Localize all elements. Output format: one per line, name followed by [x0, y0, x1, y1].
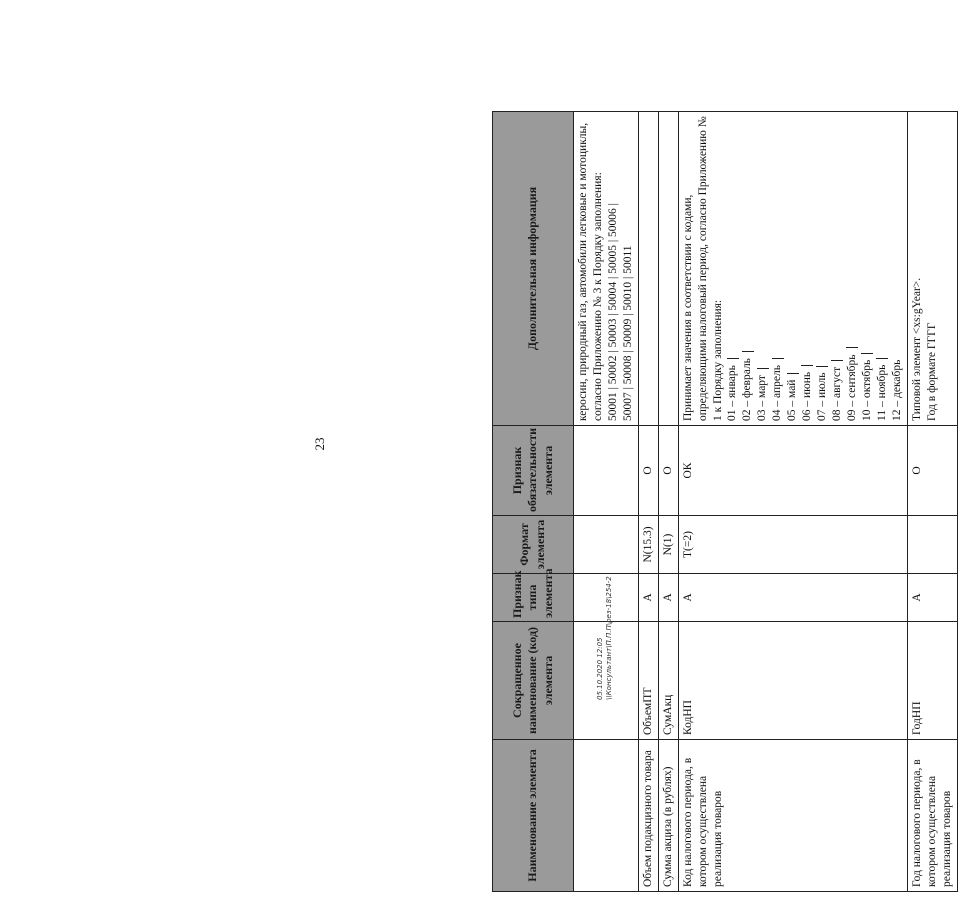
- month-code: 10 – октябрь: [860, 359, 873, 421]
- list-item: [860, 116, 875, 421]
- cell-name: Код налогового периода, в котором осуществлена реализация товаров: [678, 740, 907, 892]
- table-row: [638, 112, 658, 892]
- cell-required: ОК: [678, 426, 907, 516]
- cell-name: Сумма акциза (в рублях): [658, 740, 678, 892]
- cell-type: А: [678, 574, 907, 622]
- cell-name: Объем подакцизного товара: [638, 740, 658, 892]
- info-text: Принимает значения в соответствии с кодами, определяющими налоговый период, согласно Приложению № 1 к Порядку заполнения:: [681, 116, 724, 421]
- list-item: [830, 116, 845, 421]
- separator-bar: [876, 358, 888, 359]
- info-line: Типовой элемент <xs:gYear>.: [910, 277, 923, 421]
- month-code-list: [725, 116, 904, 421]
- list-item: [875, 116, 890, 421]
- rotated-table-container: [492, 112, 953, 892]
- separator-bar: [772, 358, 784, 359]
- cell-format: Т(=2): [678, 516, 907, 574]
- page-number: 23: [312, 437, 327, 451]
- cell-info: [638, 112, 658, 426]
- footer-path: \\Консультант\П.П.П\рез-18\254-2: [605, 576, 613, 700]
- cell-info: [678, 112, 907, 426]
- list-item: [785, 116, 800, 421]
- month-code: 05 – май: [786, 379, 799, 421]
- month-code: 09 – сентябрь: [845, 354, 858, 421]
- separator-bar: [846, 347, 858, 348]
- cell-name: Год налогового периода, в котором осуществлена реализация товаров: [907, 740, 957, 892]
- info-text: керосин, природный газ, автомобили легковые и мотоциклы, согласно Приложению № 3 к Порядку заполнения:: [577, 122, 604, 421]
- cell-code: КодНП: [678, 622, 907, 740]
- cell-type: А: [638, 574, 658, 622]
- footer-stamp: [596, 500, 626, 700]
- list-item: [725, 116, 740, 421]
- month-code: 04 – апрель: [771, 365, 784, 421]
- header-element-format: Формат элемента: [493, 516, 574, 574]
- separator-bar: [727, 358, 739, 359]
- month-code: 11 – ноябрь: [875, 364, 888, 421]
- cell-code: СумАкц: [658, 622, 678, 740]
- list-item: [890, 116, 905, 421]
- cell-required: О: [638, 426, 658, 516]
- month-code: 06 – июнь: [801, 371, 814, 421]
- cell-name: [574, 740, 639, 892]
- header-element-code: Сокращенное наименование (код) элемента: [493, 622, 574, 740]
- month-code: 02 – февраль: [741, 358, 754, 421]
- cell-required: О: [907, 426, 957, 516]
- separator-bar: [831, 360, 843, 361]
- separator-bar: [861, 353, 873, 354]
- header-element-type: Признак типа элемента: [493, 574, 574, 622]
- separator-bar: [816, 366, 828, 367]
- month-code: 12 – декабрь: [890, 359, 903, 421]
- table-header-row: [493, 112, 574, 892]
- table-row: [658, 112, 678, 892]
- list-item: [770, 116, 785, 421]
- cell-info: [658, 112, 678, 426]
- list-item: [845, 116, 860, 421]
- info-codes-line-1: 50001 | 50002 | 50003 | 50004 | 50005 | 50006 |: [606, 203, 619, 421]
- cell-type: А: [658, 574, 678, 622]
- header-element-required: Признак обязательности элемента: [493, 426, 574, 516]
- info-line: Год в формате ГГГГ: [925, 322, 938, 421]
- header-additional-info: Дополнительная информация: [493, 112, 574, 426]
- list-item: [800, 116, 815, 421]
- month-code: 07 – июль: [816, 372, 829, 421]
- separator-bar: [787, 373, 799, 374]
- cell-code: ОбъемПТ: [638, 622, 658, 740]
- footer-date: 05.10.2020 12:05: [596, 637, 604, 700]
- cell-format: N(15.3): [638, 516, 658, 574]
- cell-code: ГодНП: [907, 622, 957, 740]
- separator-bar: [742, 351, 754, 352]
- separator-bar: [801, 365, 813, 366]
- list-item: [740, 116, 755, 421]
- cell-info: [907, 112, 957, 426]
- info-codes-line-2: 50007 | 50008 | 50009 | 50010 | 50011: [621, 245, 634, 421]
- table-row: [678, 112, 907, 892]
- cell-info: [574, 112, 639, 426]
- cell-format: [907, 516, 957, 574]
- list-item: [755, 116, 770, 421]
- elements-table: [492, 111, 958, 892]
- separator-bar: [757, 368, 769, 369]
- table-row: [907, 112, 957, 892]
- header-element-name: Наименование элемента: [493, 740, 574, 892]
- cell-type: А: [907, 574, 957, 622]
- month-code: 01 – январь: [726, 365, 739, 421]
- cell-format: N(1): [658, 516, 678, 574]
- month-code: 08 – август: [831, 366, 843, 421]
- month-code: 03 – март: [756, 375, 769, 421]
- cell-required: О: [658, 426, 678, 516]
- list-item: [815, 116, 830, 421]
